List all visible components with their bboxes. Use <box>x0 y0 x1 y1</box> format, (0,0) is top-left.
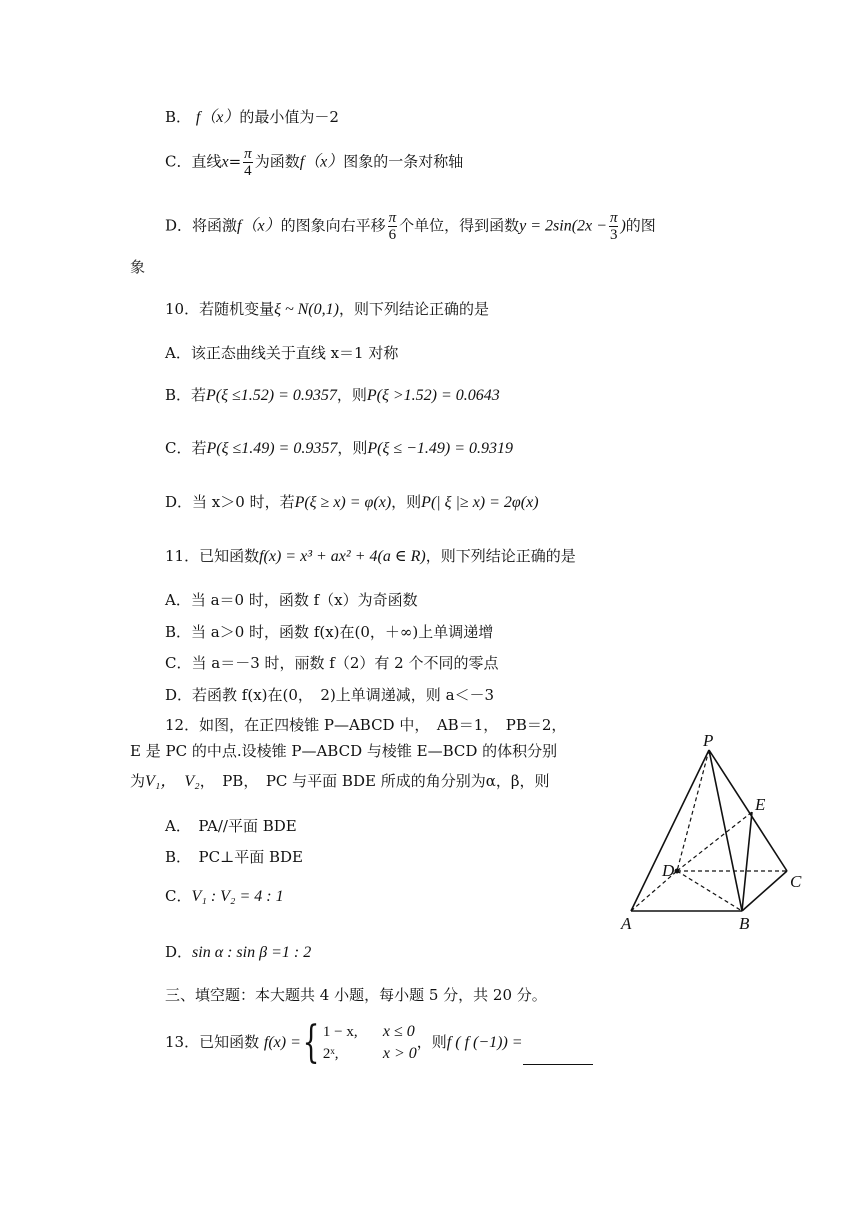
label-B: B <box>739 914 750 933</box>
q11-stem: 11．已知函数f(x) = x³ + ax² + 4(a ∈ R)，则下列结论正确的是 <box>165 547 576 565</box>
edge-PD <box>677 750 709 871</box>
q10-option-b: B．若P(ξ ≤1.52) = 0.9357，则P(ξ >1.52) = 0.0643 <box>165 386 500 404</box>
q12-option-d: D．sin α : sin β =1 : 2 <box>165 943 312 961</box>
q9-option-b: B． f（x）的最小值为－2 <box>165 108 339 126</box>
q12-line-2: E 是 PC 的中点.设棱锥 P—ABCD 与棱锥 E—BCD 的体积分别 <box>130 742 558 760</box>
edge-BC <box>742 871 787 911</box>
q10-stem: 10．若随机变量ξ ~ N(0,1)，则下列结论正确的是 <box>165 300 489 318</box>
q9-option-d: D．将函激f（x）的图象向右平移 $\frac{\pi}{6}$ 个单位，得到函数y = 2sin(2x − $\frac{\pi}{3}$ )的图 <box>165 210 656 243</box>
q12-line-3: 为V₁， V₂， PB， PC 与平面 BDE 所成的角分别为α，β，则 <box>130 772 550 790</box>
q12-option-c: C．V₁ : V₂ = 4 : 1 <box>165 887 284 905</box>
q11-option-c: C．当 a＝－3 时，丽数 f（2）有 2 个不同的零点 <box>165 654 499 672</box>
piecewise-brace: { <box>302 1017 320 1068</box>
q9-option-c: C．直线x= $\frac{\pi}{4}$ 为函数f（x）图象的一条对称轴 <box>165 146 464 179</box>
label-D: D <box>662 861 675 880</box>
edge-BE <box>742 812 752 911</box>
edge-PA <box>631 750 709 911</box>
q10-option-d: D．当 x＞0 时，若P(ξ ≥ x) = φ(x)，则P(| ξ |≥ x) = 2φ(x) <box>165 493 539 511</box>
edge-DB <box>677 871 742 911</box>
q9-c-fraction: $\frac{\pi}{4}$ <box>244 146 252 179</box>
q11-option-d: D．若函教 f(x)在(0， 2)上单调递减，则 a＜－3 <box>165 686 495 704</box>
q10-option-a: A．该正态曲线关于直线 x＝1 对称 <box>165 344 399 362</box>
q9-d-fraction-1: $\frac{\pi}{6}$ <box>388 210 397 243</box>
label-A: A <box>621 914 632 933</box>
q12-line-1: 12．如图，在正四棱锥 P—ABCD 中， AB＝1， PB＝2， <box>165 716 567 734</box>
q12-option-a: A． PA//平面 BDE <box>165 817 297 835</box>
point-D <box>675 869 680 874</box>
pyramid-figure <box>615 728 815 938</box>
q13-stem: 13．已知函数 f(x) ={ 1 − x, x ≤ 0 2ˣ, x > 0 ，则f ( f (−1)) = <box>165 1020 593 1065</box>
answer-blank[interactable] <box>523 1048 593 1065</box>
section-3-heading: 三、填空题：本大题共 4 小题，每小题 5 分，共 20 分。 <box>165 986 547 1004</box>
piecewise-cases: 1 − x, x ≤ 0 2ˣ, x > 0 <box>322 1023 417 1062</box>
label-C: C <box>790 872 802 891</box>
q12-option-b: B． PC⊥平面 BDE <box>165 848 303 866</box>
label-P: P <box>703 731 714 750</box>
q10-option-c: C．若P(ξ ≤1.49) = 0.9357，则P(ξ ≤ −1.49) = 0.9319 <box>165 439 514 457</box>
q9-d-fraction-2: $\frac{\pi}{3}$ <box>609 210 618 243</box>
edge-DE <box>677 812 752 871</box>
label-E: E <box>755 795 766 814</box>
q9-option-d-wrap: 象 <box>130 258 146 276</box>
q11-option-b: B．当 a＞0 时，函数 f(x)在(0，＋∞)上单调递增 <box>165 623 494 641</box>
q11-option-a: A．当 a＝0 时，函数 f（x）为奇函数 <box>165 591 418 609</box>
q9-b-fx: f（x） <box>195 109 240 126</box>
